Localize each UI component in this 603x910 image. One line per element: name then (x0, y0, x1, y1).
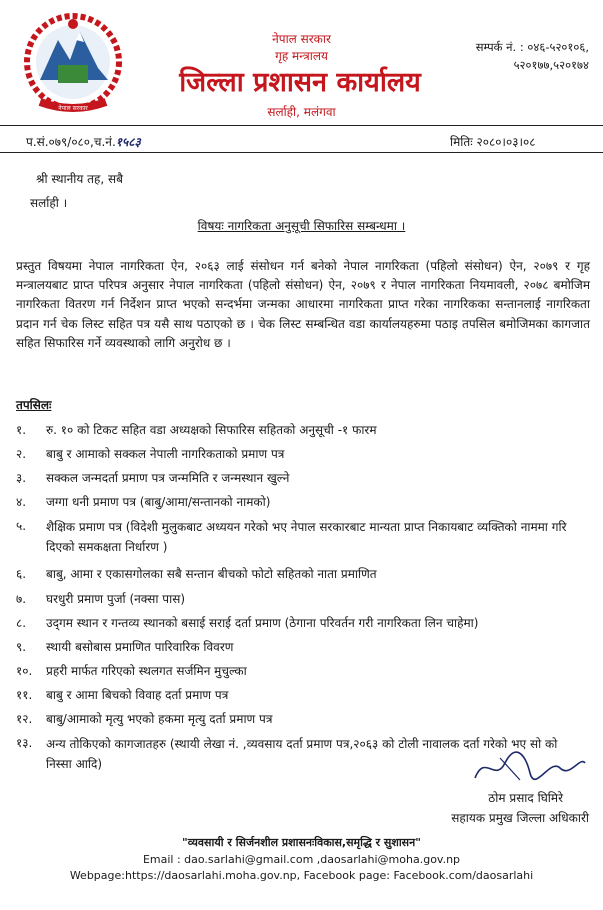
footer-slogan: "व्यवसायी र सिर्जनशील प्रशासनःविकास,समृद्धि र सुशासन" (182, 836, 421, 849)
list-item: १३. अन्य तोकिएको कागजातहरु (स्थायी लेखा नं. ,व्यवसाय दर्ता प्रमाण पत्र,२०६३ को टोली नावालक दर्ता गरेको भए सो को निस्सा आदि) (16, 736, 558, 771)
recipient-line-2: सर्लाही । (30, 196, 68, 210)
tapsil-label: तपसिलः (16, 398, 52, 412)
handwritten-number: १५८३ (115, 135, 141, 149)
list-item: ३. सक्कल जन्मदर्ता प्रमाण पत्र जन्ममिति र जन्मस्थान खुल्ने (16, 471, 290, 485)
header-rule-top (0, 125, 603, 126)
footer-email: Email : dao.sarlahi@gmail.com ,daosarlahi@moha.gov.np (142, 853, 461, 866)
list-item: ४. जग्गा धनी प्रमाण पत्र (बाबु/आमा/सन्तानको नामको) (16, 495, 271, 509)
footer-webpage: Webpage:https://daosarlahi.moha.gov.np, Facebook page: Facebook.com/daosarlahi (69, 869, 534, 882)
list-item: ५. शैक्षिक प्रमाण पत्र (विदेशी मुलुकबाट अध्ययन गरेको भए नेपाल सरकारबाट मान्यता प्राप्त निकायबाट व्यक्तिको नाममा गरि दिएको समकक्षता निर्धारण ) (16, 519, 567, 554)
office-place: सर्लाही, मलंगवा (267, 105, 336, 119)
list-item: ९. स्थायी बसोबास प्रमाणित पारिवारिक विवरण (16, 640, 234, 654)
header-ministry: गृह मन्त्रालय (275, 49, 328, 63)
list-item: १२. बाबु/आमाको मृत्यु भएको हकमा मृत्यु दर्ता प्रमाण पत्र (16, 712, 273, 726)
list-item: ११. बाबु र आमा बिचको विवाह दर्ता प्रमाण पत्र (16, 688, 229, 702)
recipient-line-1: श्री स्थानीय तह, सबै (36, 172, 123, 186)
list-item: ७. घरधुरी प्रमाण पुर्जा (नक्सा पास) (16, 592, 186, 606)
svg-text:नेपाल सरकार: नेपाल सरकार (58, 105, 88, 112)
signatory-name: ठोम प्रसाद घिमिरे (488, 791, 563, 805)
list-item: १०. प्रहरी मार्फत गरिएको स्थलगत सर्जमिन मुचुल्का (16, 664, 247, 678)
signatory-title: सहायक प्रमुख जिल्ला अधिकारी (451, 811, 589, 825)
list-item: २. बाबु र आमाको सक्कल नेपाली नागरिकताको प्रमाण पत्र (16, 447, 285, 461)
list-item: ६. बाबु, आमा र एकासगोलका सबै सन्तान बीचको फोटो सहितको नाता प्रमाणित (16, 567, 377, 581)
reference-number (26, 133, 141, 150)
header-rule-bottom (0, 152, 603, 153)
body-paragraph: प्रस्तुत विषयमा नेपाल नागरिकता ऐन, २०६३ लाई संसोधन गर्न बनेको नेपाल नागरिकता (पहिलो संसोधन) ऐन, २०७९ र गृह मन्त्रालयबाट प्राप्त परिपत्र अनुसार नेपाल नागरिकता (पहिलो संसोधन) ऐन, २०७९ र नेपाल नागरिकता नियमावली, २०७८ बमोजिम नागरिकता वितरण गर्न निर्देशन प्राप्त भएको सन्दर्भमा जन्मका आधारमा नागरिकता प्राप्त गरेका नागरिकका सन्तानलाई नागरिकता प्रदान गर्न चेक लिस्ट सहित पत्र यसै साथ पठाएको छ । चेक लिस्ट सम्बन्धित वडा कार्यालयहरुमा पठाइ तपसिल बमोजिमका कागजात सहित सिफारिस गर्ने व्यवस्थाको लागि अनुरोध छ । (16, 259, 590, 350)
office-title: जिल्ला प्रशासन कार्यालय (179, 67, 421, 98)
reference-ps-cn: प.सं.०७९/०८०,च.नं. (26, 135, 116, 149)
subject-line: विषयः नागरिकता अनुसूची सिफारिस सम्बन्धमा । (197, 219, 406, 233)
contact-phone-1: सम्पर्क नं. : ०४६-५२०१०६, (475, 40, 589, 54)
contact-phone-2: ५२०१७७,५२०१७४ (513, 58, 589, 72)
header-gov-name: नेपाल सरकार (272, 32, 331, 46)
list-item: ८. उद्‌गम स्थान र गन्तव्य स्थानको बसाई सराई दर्ता प्रमाण (ठेगाना परिवर्तन गरी नागरिकता लिन चाहेमा) (16, 616, 479, 630)
list-item: १. रु. १० को टिकट सहित वडा अध्यक्षको सिफारिस सहितको अनुसूची -१ फारम (16, 423, 377, 437)
letter-date: मितिः २०८०।०३।०८ (450, 135, 536, 149)
signature-scribble (470, 748, 590, 788)
